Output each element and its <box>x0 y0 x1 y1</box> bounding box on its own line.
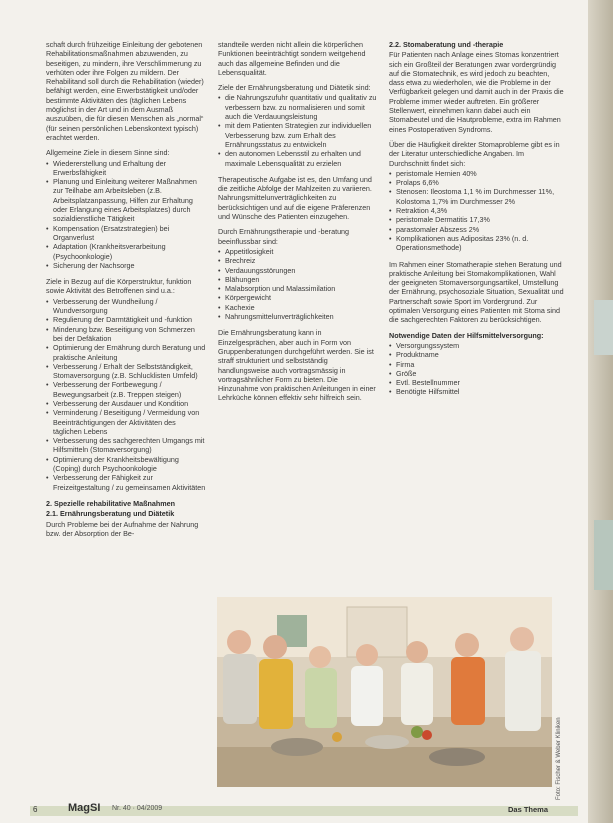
col1-goals-list <box>46 159 206 271</box>
section-label: Das Thema <box>508 805 549 814</box>
list-item: • peristomale Dermatitis 17,3% <box>389 215 564 224</box>
col1-subsection-text: Durch Probleme bei der Aufnahme der Nahrung bzw. der Absorption der Be- <box>46 519 199 538</box>
list-item: • mit dem Patienten Strategien zur individuellen Verbesserung bzw. zum Erhalt des Ernährungsstatus zu entwickeln <box>218 121 378 149</box>
col3-complications-intro: Über die Häufigkeit direkter Stomaprobleme gibt es in der Literatur unterschiedliche Angaben. Im Durchschnitt findet sich: <box>389 139 560 168</box>
list-item: • Produktname <box>389 350 564 359</box>
list-item: • Brechreiz <box>218 256 378 265</box>
list-item: • Minderung bzw. Beseitigung von Schmerzen bei der Defäkation <box>46 325 206 344</box>
list-item: • Sicherung der Nachsorge <box>46 261 206 270</box>
list-item: • Firma <box>389 360 564 369</box>
col2-closing-text: Die Ernährungsberatung kann in Einzelgesprächen, aber auch in Form von Gruppenberatungen durchgeführt werden. Sie ist straff strukturiert und selbstständig handlungsweise auch vortragsmässig in vortragsähnlicher Form zu bieten. Die Hinzunahme von praktischen Anleitungen in einer Lehrküche können effektiv sehr hilfreich sein. <box>218 328 376 403</box>
list-item: • Verbesserung der Ausdauer und Kondition <box>46 399 206 408</box>
stoma-heading: 2.2. Stomaberatung und -therapie <box>389 40 504 49</box>
column-3 <box>389 40 564 404</box>
col1-body-goals-intro: Ziele in Bezug auf die Körperstruktur, funktion sowie Aktivität des Betroffenen sind u.a.: <box>46 277 192 296</box>
kitchen-scene-illustration <box>217 597 552 787</box>
list-item: • parastomaler Abszess 2% <box>389 225 564 234</box>
required-data-heading: Notwendige Daten der Hilfsmittelversorgung: <box>389 330 544 340</box>
list-item: • Verbesserung des sachgerechten Umgangs mit Hilfsmitteln (Stomaversorgung) <box>46 436 206 455</box>
list-item: • Planung und Einleitung weiterer Maßnahmen zur Teilhabe am Arbeitsleben (z.B. Arbeitsplatzanpassung, Hilfen zur Erhaltung oder Erlangung eines Arbeitsplatzes) durch sozialdienstliche Tätigkeit <box>46 177 206 223</box>
list-item: • Verbesserung / Erhalt der Selbstständigkeit, Stomaversorgung (z.B. Schlucklisten Umfeld) <box>46 362 206 381</box>
col2-aims-intro: Ziele der Ernährungsberatung und Diätetik sind: <box>218 83 371 93</box>
list-item: • Körpergewicht <box>218 293 378 302</box>
col3-management-text: Im Rahmen einer Stomatherapie stehen Beratung und praktische Anleitung bei Stomakomplikationen, Wahl der geeigneten Stomaversorgungsartikel, Umstellung der Ernährung, psychosoziale Situation, Sexualität und Partnerschaft sowie Sport im Vordergrund. Zur optimalen Versorgung eines Patienten mit Stoma sind die sachgerechten Faktoren zu berücksichtigen. <box>389 259 564 325</box>
list-item: • Verminderung / Beseitigung / Vermeidung von Beeinträchtigungen der Aktivitäten des täglichen Lebens <box>46 408 206 436</box>
edge-tab <box>594 300 613 355</box>
list-item: • Retraktion 4,3% <box>389 206 564 215</box>
col1-goals-intro: Allgemeine Ziele in diesem Sinne sind: <box>46 148 170 158</box>
list-item: • Kompensation (Ersatzstrategien) bei Organverlust <box>46 224 206 243</box>
list-item: • Blähungen <box>218 275 378 284</box>
list-item: • Verbesserung der Wundheilung / Wundversorgung <box>46 297 206 316</box>
edge-tab <box>594 520 613 590</box>
list-item: • die Nahrungszufuhr quantitativ und qualitativ zu verbessern bzw. zu normalisieren und somit auch die Verdauungsleistung <box>218 93 378 121</box>
list-item: • Malabsorption und Malassimilation <box>218 284 378 293</box>
col2-therapy-text: Therapeutische Aufgabe ist es, den Umfang und die zeitliche Abfolge der Mahlzeiten zu variieren. Nahrungsmittelunverträglichkeiten zu berücksichtigen und auf die eigene Präferenzen und Wünsche des Patienten einzugehen. <box>218 174 372 222</box>
page-footer <box>0 798 613 818</box>
col2-issues-intro: Durch Ernährungstherapie und -beratung beeinflussbar sind: <box>218 227 350 246</box>
list-item: • Regulierung der Darmtätigkeit und -funktion <box>46 315 206 324</box>
list-item: • Verdauungsstörungen <box>218 266 378 275</box>
list-item: • Prolaps 6,6% <box>389 178 564 187</box>
list-item: • Nahrungsmittelunverträglichkeiten <box>218 312 378 321</box>
photo-credit-text: Foto: Fischer & Weber Kliniken <box>556 717 562 800</box>
list-item: • Verbesserung der Fortbewegung / Bewegungsarbeit (z.B. Treppen steigen) <box>46 380 206 399</box>
photo-credit <box>556 690 568 810</box>
page-edge-band <box>588 0 613 823</box>
column-2 <box>218 40 378 409</box>
column-1 <box>46 40 206 544</box>
list-item: • Versorgungssystem <box>389 341 564 350</box>
list-item: • Größe <box>389 369 564 378</box>
page-number: 6 <box>33 805 38 814</box>
list-item: • Appetitlosigkeit <box>218 247 378 256</box>
magazine-name: MagSI <box>68 802 101 814</box>
col2-aims-list <box>218 93 378 167</box>
list-item: • Optimierung der Krankheitsbewältigung (Coping) durch Psychoonkologie <box>46 455 206 474</box>
list-item: • peristomale Hernien 40% <box>389 169 564 178</box>
kitchen-group-photo <box>217 597 552 787</box>
col2-intro: standteile werden nicht allein die körperlichen Funktionen beeinträchtigt sondern weitgehend auch das allgemeine Befinden und die Lebensqualität. <box>218 40 366 77</box>
issue-info: Nr. 40 · 04/2009 <box>112 805 163 812</box>
list-item: • Stenosen: Ileostoma 1,1 % im Durchmesser 11%, Kolostoma 1,7% im Durchmesser 2% <box>389 187 564 206</box>
list-item: • Verbesserung der Fähigkeit zur Freizeitgestaltung / zu gemeinsamen Aktivitäten <box>46 473 206 492</box>
col3-required-list <box>389 341 564 397</box>
list-item: • Optimierung der Ernährung durch Beratung und praktische Anleitung <box>46 343 206 362</box>
list-item: • Wiedererstellung und Erhaltung der Erwerbsfähigkeit <box>46 159 206 178</box>
col3-intro: Für Patienten nach Anlage eines Stomas konzentriert sich ein Großteil der Beratungen zwar vordergründig auf die Stomatechnik, es wird jedoch zu beachten, dass etwa zu wiederholen, wie die Probleme in der Verfügbarkeit gelegen und damit auch in der Praxis die Probleme immer wieder auftreten. Ein größerer Stellenwert, einnehmen kann dabei auch ein Stomabeutel und die Hautprobleme, extra im Rahmen eines Postoperativen Syndroms. <box>389 50 564 134</box>
col1-intro: schaft durch frühzeitige Einleitung der gebotenen Rehabilitationsmaßnahmen abzuwenden, zu beseitigen, zu mindern, ihre Verschlimmerung zu verhüten oder ihre Folgen zu mildern. Der Rehabilitand soll durch die Rehabilitation (wieder) befähigt werden, eine Erwerbstätigkeit und/oder bestimmte Aktivitäten des (täglichen Lebens möglichst in der Art und in dem Ausmaß auszuüben, die für diesen Menschen als „normal“ (für seinen persönlichen Lebenskontext typisch) erachtet werden. <box>46 40 204 142</box>
subsection-heading: 2.1. Ernährungsberatung und Diätetik <box>46 509 175 519</box>
list-item: • Kachexie <box>218 303 378 312</box>
col2-issues-list <box>218 247 378 321</box>
section-heading: 2. Spezielle rehabilitative Maßnahmen <box>46 498 176 508</box>
col3-complications-list <box>389 169 564 253</box>
list-item: • den autonomen Lebensstil zu erhalten und maximale Lebensqualität zu erzielen <box>218 149 378 168</box>
list-item: • Benötigte Hilfsmittel <box>389 387 564 396</box>
list-item: • Evtl. Bestellnummer <box>389 378 564 387</box>
col1-body-goals-list <box>46 297 206 492</box>
list-item: • Adaptation (Krankheitsverarbeitung (Psychoonkologie) <box>46 242 206 261</box>
list-item: • Komplikationen aus Adipositas 23% (n. d. Operationsmethode) <box>389 234 564 253</box>
